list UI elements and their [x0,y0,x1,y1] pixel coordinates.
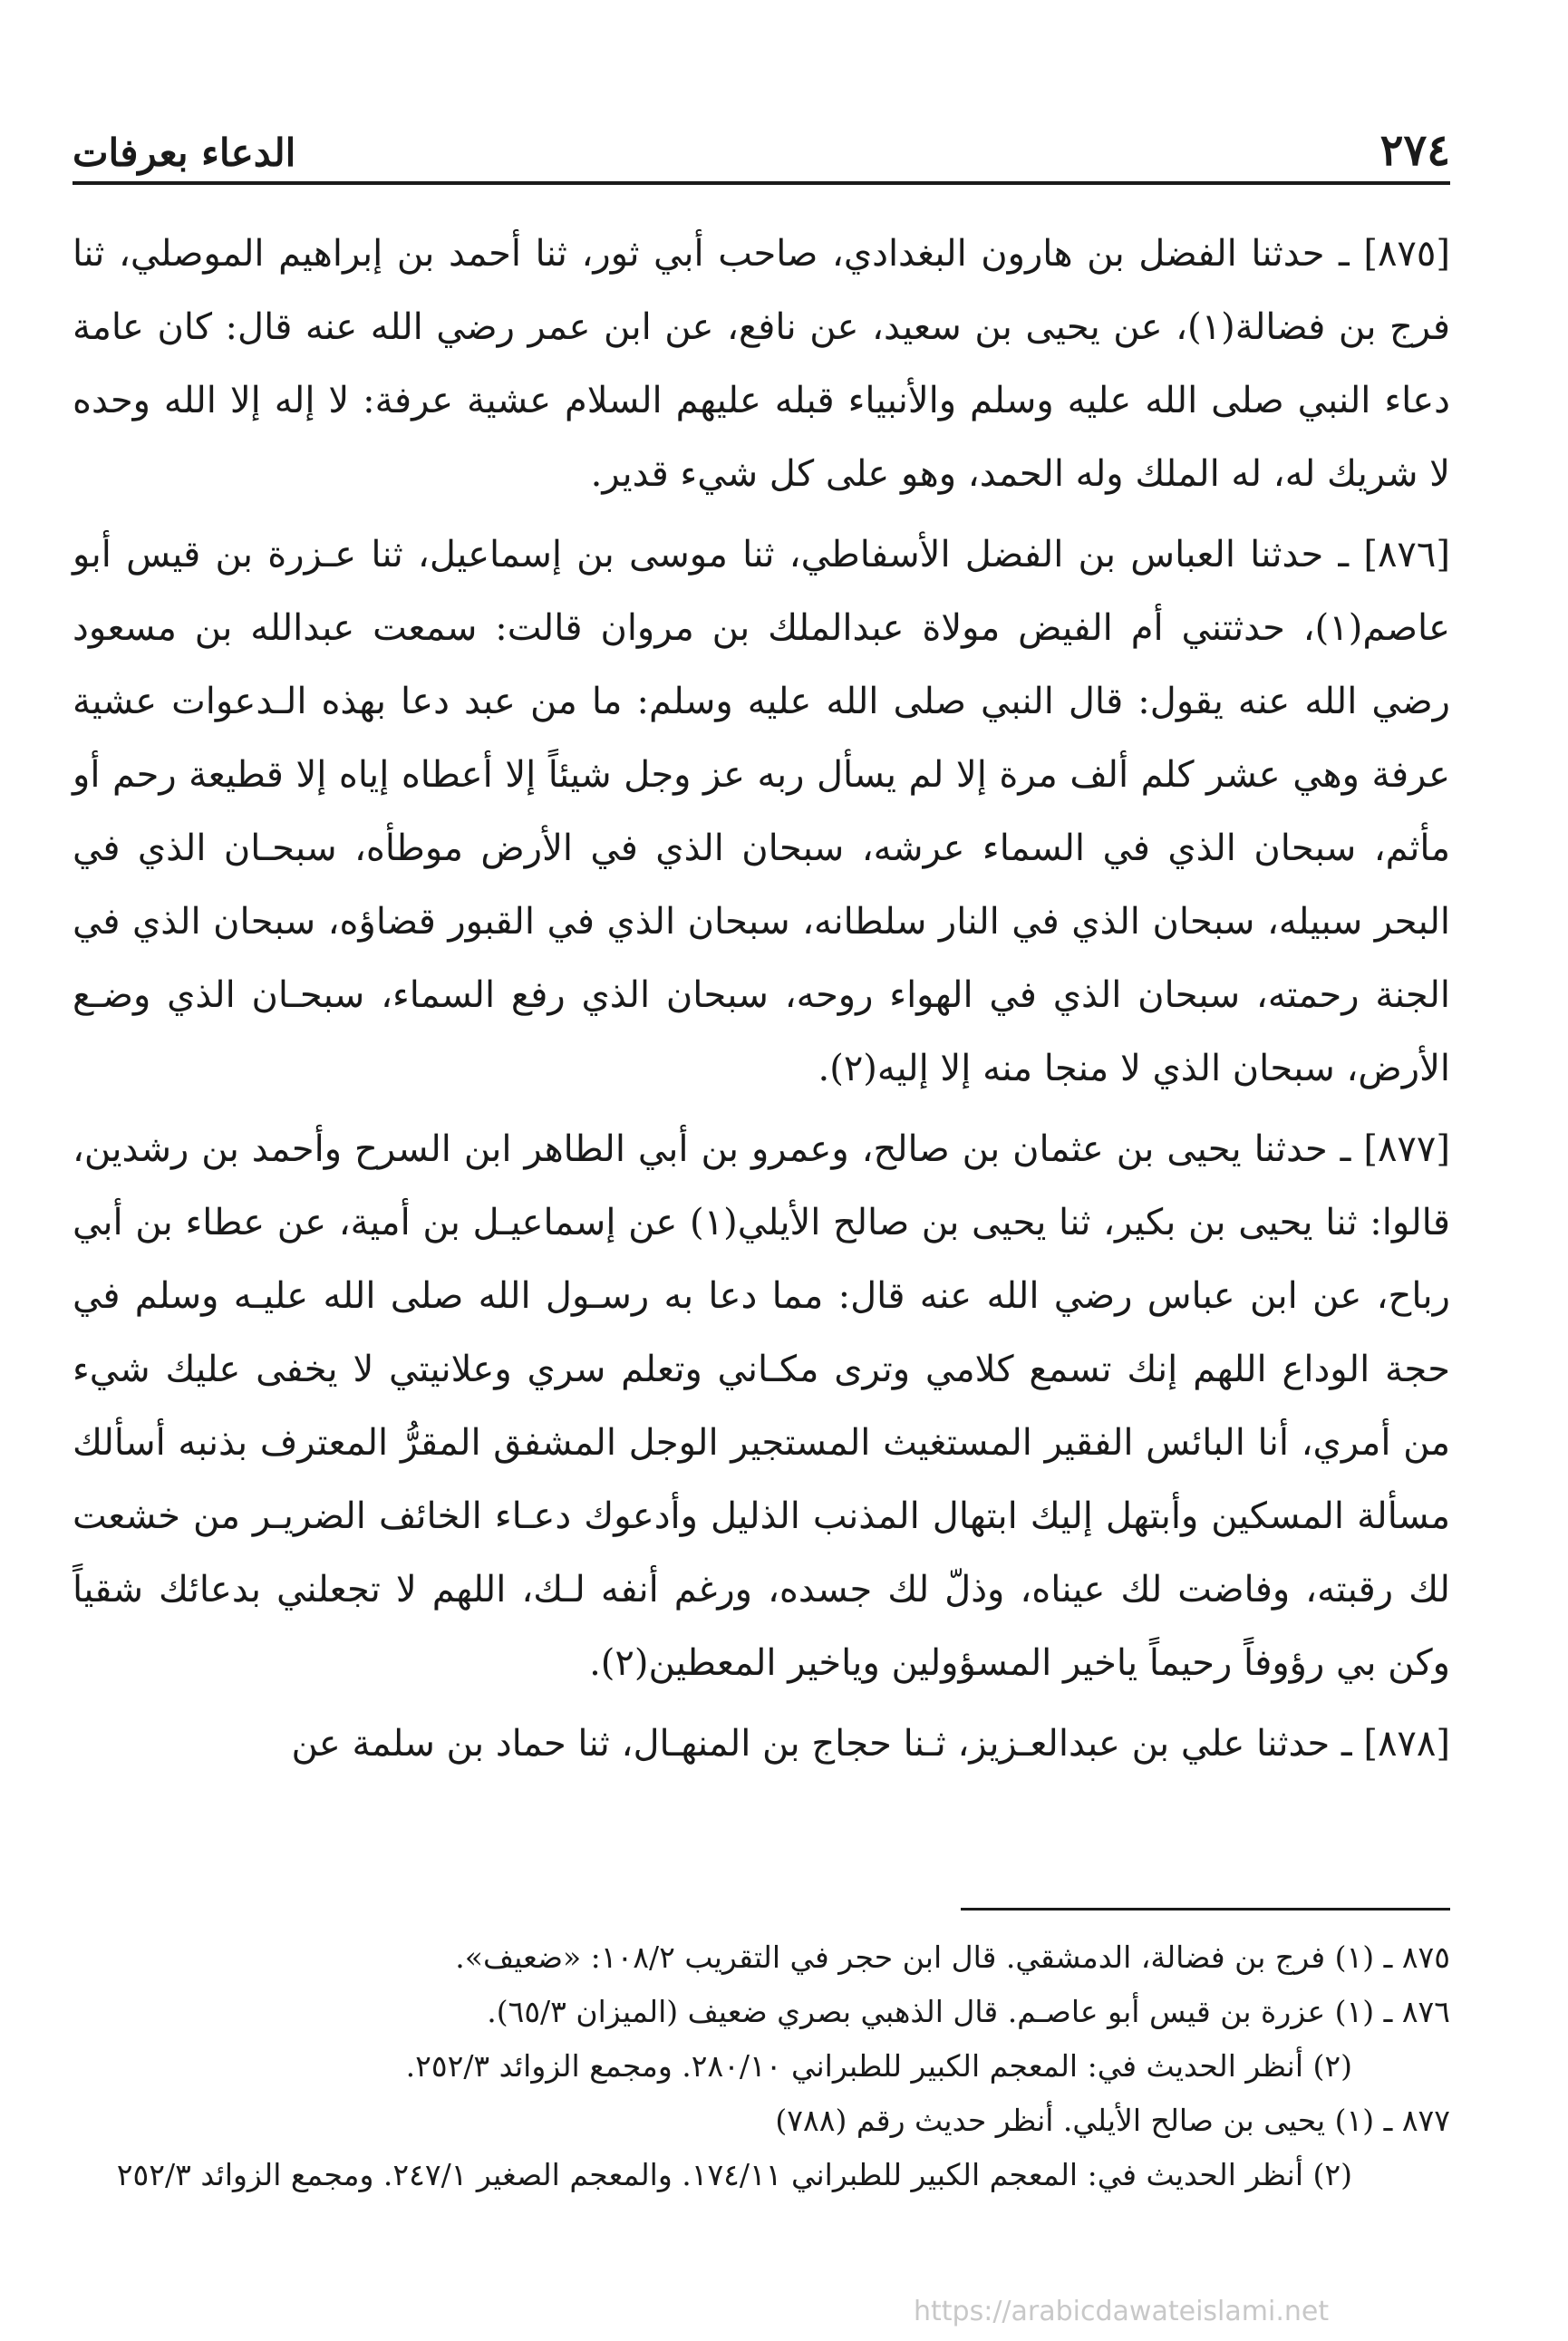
footnotes [73,1930,1450,2202]
book-page [73,100,1450,2293]
hadith-875 [73,218,1450,511]
page-number: ٢٧٤ [1379,125,1450,176]
hadith-text: ـ حدثنا الفضل بن هارون البغدادي، صاحب أبي ثور، ثنا أحمد بن إبراهيم الموصلي، ثنا فرج بن فضالة(١)، عن يحيى بن سعيد، عن نافع، عن ابن عمر رضي الله عنه قال: كان عامة دعاء النبي صلى الله عليه وسلم والأنبياء قبله عليهم السلام عشية عرفة: لا إله إلا الله وحده لا شريك له، له الملك وله الحمد، وهو على كل شيء قدير. [73,233,1450,495]
hadith-number: [٨٧٦] [1363,534,1450,576]
footnote-877-2: (٢) أنظر الحديث في: المعجم الكبير للطبراني ١٧٤/١١. والمعجم الصغير ٢٤٧/١. ومجمع الزوائد ٢٥٢/٣ [116,2157,1352,2192]
main-text [73,218,1450,1788]
hadith-text: ـ حدثنا يحيى بن عثمان بن صالح، وعمرو بن أبي الطاهر ابن السرح وأحمد بن رشدين، قالوا: ثنا يحيى بن بكير، ثنا يحيى بن صالح الأيلي(١) عن إسماعيـل بن أمية، عن عطاء بن أبي رباح، عن ابن عباس رضي الله عنه قال: مما دعا به رسـول الله صلى الله عليـه وسلم في حجة الوداع اللهم إنك تسمع كلامي وترى مكـاني وتعلم سري وعلانيتي لا يخفى عليك شيء من أمري، أنا البائس الفقير المستغيث المستجير الوجل المشفق المقرُّ المعترف بذنبه أسألك مسألة المسكين وأبتهل إليك ابتهال المذنب الذليل وأدعوك دعـاء الخائف الضريـر من خشعت لك رقبته، وفاضت لك عيناه، وذلّ لك جسده، ورغم أنفه لـك، اللهم لا تجعلني بدعائك شقياً وكن بي رؤوفاً رحيماً ياخير المسؤولين وياخير المعطين(٢). [73,1128,1450,1684]
footnote-rule [961,1908,1450,1911]
hadith-877 [73,1113,1450,1700]
hadith-text: ـ حدثنا علي بن عبدالعـزيز، ثـنا حجاج بن المنهـال، ثنا حماد بن سلمة عن [291,1723,1364,1765]
header-rule [73,181,1450,185]
hadith-number: [٨٧٥] [1363,233,1450,275]
footnote-876-1: ٨٧٦ ـ (١) عزرة بن قيس أبو عاصـم. قال الذهبي بصري ضعيف (الميزان ٦٥/٣). [487,1994,1450,2029]
hadith-876 [73,518,1450,1106]
hadith-text: ـ حدثنا العباس بن الفضل الأسفاطي، ثنا موسى بن إسماعيل، ثنا عـزرة بن قيس أبو عاصم(١)، حدثتني أم الفيض مولاة عبدالملك بن مروان قالت: سمعت عبدالله بن مسعود رضي الله عنه يقول: قال النبي صلى الله عليه وسلم: ما من عبد دعا بهذه الـدعوات عشية عرفة وهي عشر كلم ألف مرة إلا لم يسأل ربه عز وجل شيئاً إلا أعطاه إياه إلا قطيعة رحم أو مأثم، سبحان الذي في السماء عرشه، سبحان الذي في الأرض موطأه، سبحـان الذي في البحر سبيله، سبحان الذي في النار سلطانه، سبحان الذي في القبور قضاؤه، سبحان الذي في الجنة رحمته، سبحان الذي في الهواء روحه، سبحان الذي رفع السماء، سبحـان الذي وضـع الأرض، سبحان الذي لا منجا منه إلا إليه(٢). [73,534,1450,1089]
hadith-number: [٨٧٨] [1363,1723,1450,1765]
footnote-877-1: ٨٧٧ ـ (١) يحيى بن صالح الأيلي. أنظر حديث رقم (٧٨٨) [775,2103,1450,2138]
running-title: الدعاء بعرفات [73,131,296,175]
footnote-875-1: ٨٧٥ ـ (١) فرج بن فضالة، الدمشقي. قال ابن حجر في التقريب ١٠٨/٢: «ضعيف». [455,1940,1450,1975]
watermark-url: https://arabicdawateislami.net [914,2296,1330,2327]
hadith-878 [73,1707,1450,1781]
page-header [73,100,1450,176]
footnote-876-2: (٢) أنظر الحديث في: المعجم الكبير للطبراني ٢٨٠/١٠. ومجمع الزوائد ٢٥٢/٣. [405,2048,1352,2084]
hadith-number: [٨٧٧] [1363,1128,1450,1170]
